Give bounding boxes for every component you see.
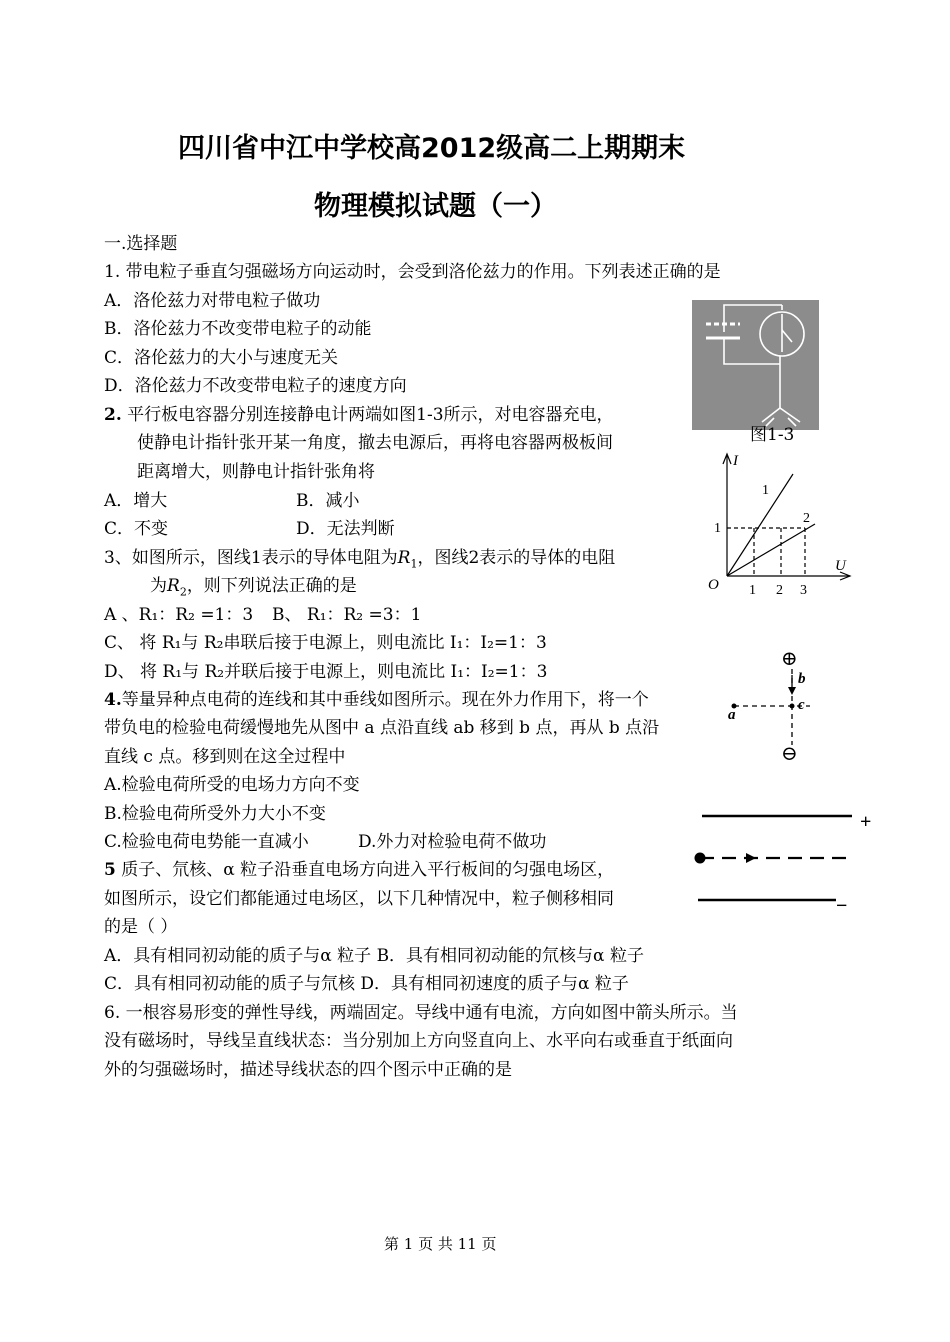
x-tick-2: 2 [776, 583, 783, 598]
page-title: 四川省中江中学校高2012级高二上期期末 [178, 133, 686, 164]
origin-label: O [708, 577, 719, 593]
q2-stem-line1 [104, 401, 614, 429]
q6-stem-line3: 外的匀强磁场时，描述导线状态的四个图示中正确的是 [104, 1060, 512, 1080]
q4-stem-line2: 带负电的检验电荷缓慢地先从图中 a 点沿直线 ab 移到 b 点，再从 b 点沿 [104, 718, 660, 738]
q5-options-ab: A．具有相同初动能的质子与α 粒子 B．具有相同初动能的氘核与α 粒子 [104, 946, 644, 966]
q4-option-c: C.检验电荷电势能一直减小 [104, 832, 309, 852]
q2-option-c: C．不变 [104, 519, 169, 539]
q5-stem-line3: 的是（ ） [104, 917, 178, 937]
section-heading: 一.选择题 [104, 234, 178, 254]
q5-options-cd: C．具有相同初动能的质子与氘核 D．具有相同初速度的质子与α 粒子 [104, 974, 629, 994]
plus-sign-icon: + [860, 811, 872, 833]
parallel-plates-figure [690, 800, 880, 920]
q3-r1-sub: 1 [410, 557, 418, 571]
q2-option-d: D．无法判断 [296, 519, 395, 539]
q3-stem-post: ，图线2表示的导体的电阻 [417, 548, 616, 568]
y-tick-1: 1 [714, 521, 721, 536]
q4-option-a: A.检验电荷所受的电场力方向不变 [104, 775, 360, 795]
page-subtitle: 物理模拟试题（一） [314, 191, 557, 222]
point-charges-figure [722, 645, 822, 770]
x-axis-label: U [835, 558, 846, 574]
q2-option-a: A．增大 [104, 491, 168, 511]
q4-option-d: D.外力对检验电荷不做功 [358, 832, 547, 852]
positive-charge-icon: ⊕ [781, 648, 798, 670]
q4-option-b: B.检验电荷所受外力大小不变 [104, 804, 326, 824]
q3-option-a: A 、R₁：R₂ =1：3 [104, 605, 254, 625]
q2-stem-line2: 使静电计指针张开某一角度，撤去电源后，再将电容器两极板间 [137, 433, 613, 453]
q3-option-d: D、 将 R₁与 R₂并联后接于电源上，则电流比 I₁：I₂=1：3 [104, 662, 548, 682]
q6-stem-line1: 6. 一根容易形变的弹性导线，两端固定。导线中通有电流，方向如图中箭头所示。当 [104, 1003, 738, 1023]
q2-stem-line3: 距离增大，则静电计指针张角将 [137, 462, 375, 482]
q3-option-b: B、 R₁：R₂ =3：1 [272, 605, 422, 625]
q2-number: 2. [104, 405, 122, 425]
q1-option-a: A．洛伦兹力对带电粒子做功 [104, 291, 321, 311]
q1-option-b: B．洛伦兹力不改变带电粒子的动能 [104, 319, 372, 339]
line-1-label: 1 [762, 483, 769, 498]
negative-charge-icon: ⊖ [781, 743, 798, 765]
q3-r2-sub: 2 [179, 585, 187, 599]
q4-stem-text: 等量异种点电荷的连线和其中垂线如图所示。现在外力作用下，将一个 [121, 690, 649, 710]
q1-option-d: D．洛伦兹力不改变带电粒子的速度方向 [104, 376, 407, 396]
q2-option-b: B．减小 [296, 491, 360, 511]
q5-stem-text: 质子、氘核、α 粒子沿垂直电场方向进入平行板间的匀强电场区， [121, 860, 615, 880]
q1-stem: 1. 带电粒子垂直匀强磁场方向运动时，会受到洛伦兹力的作用。下列表述正确的是 [104, 262, 721, 282]
q2-stem-text: 平行板电容器分别连接静电计两端如图1-3所示，对电容器充电， [127, 405, 614, 425]
q5-number: 5 [104, 860, 116, 880]
point-a-label: a [728, 707, 736, 723]
q4-number: 4. [104, 690, 122, 710]
page-footer: 第 1 页 共 11 页 [384, 1235, 497, 1253]
point-b-label: b [798, 671, 806, 687]
q4-stem-line3: 直线 c 点。移到则在这全过程中 [104, 747, 346, 767]
graph-line-1 [727, 474, 793, 576]
minus-sign-icon: − [836, 895, 848, 917]
x-tick-3: 3 [800, 583, 807, 598]
q3-stem-pre: 3、如图所示，图线1表示的导体电阻为 [104, 548, 398, 568]
q4-stem-line1 [104, 686, 649, 714]
y-axis-label: I [733, 453, 738, 469]
line-2-label: 2 [803, 511, 810, 526]
figure-1-3-caption: 图1-3 [750, 425, 795, 445]
q6-stem-line2: 没有磁场时，导线呈直线状态：当分别加上方向竖直向上、水平向右或垂直于纸面向 [104, 1031, 733, 1051]
capacitor-electroscope-figure [692, 300, 819, 430]
q3-stem2-pre: 为 [150, 576, 167, 596]
x-tick-1: 1 [749, 583, 756, 598]
q3-r1: R [397, 548, 411, 568]
q3-stem2-post: ，则下列说法正确的是 [186, 576, 357, 596]
q3-r2: R [167, 576, 180, 596]
point-c-label: c [798, 697, 805, 713]
iu-graph [700, 448, 860, 598]
q1-option-c: C．洛伦兹力的大小与速度无关 [104, 348, 339, 368]
q5-stem-line2: 如图所示，设它们都能通过电场区，以下几种情况中，粒子侧移相同 [104, 889, 614, 909]
graph-line-2 [727, 524, 815, 576]
q3-option-c: C、 将 R₁与 R₂串联后接于电源上，则电流比 I₁：I₂=1：3 [104, 633, 547, 653]
q5-stem-line1 [104, 856, 614, 884]
